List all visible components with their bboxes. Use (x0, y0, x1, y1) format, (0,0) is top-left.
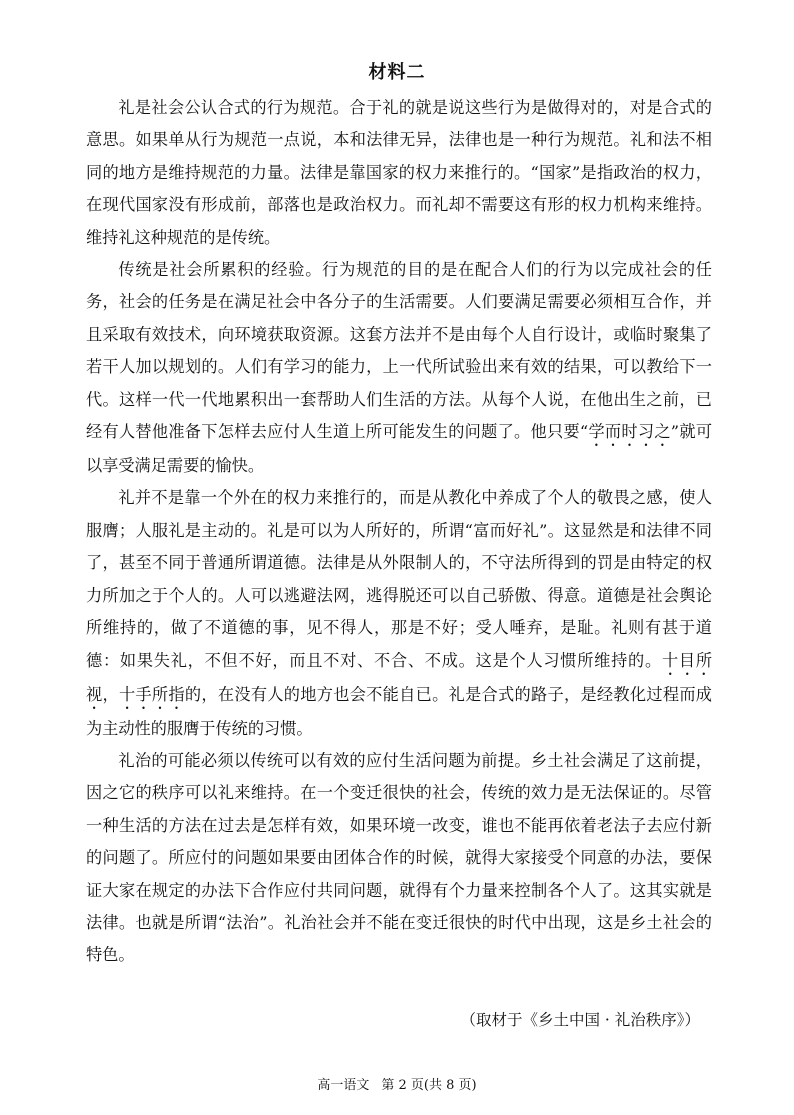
footer-subject: 高一语文 (317, 1078, 370, 1093)
source-citation: （取材于《乡土中国 · 礼治秩序》） (460, 1011, 700, 1029)
paragraph-text: 礼治的可能必须以传统可以有效的应付生活问题为前提。乡土社会满足了这前提，因之它的秩序可以礼来维持。在一个变迁很快的社会，传统的效力是无法保证的。尽管一种生活的方法在过去是怎样有效，如果环境一改变，谁也不能再依着老法子去应付新的问题了。所应付的问题如果要由团体合作的时候，就得大家接受个同意的办法，要保证大家在规定的办法下合作应付共同问题，就得有个力量来控制各个人了。这其实就是法律。也就是所谓“法治”。礼治社会并不能在变迁很快的时代中出现，这是乡土社会的特色。 (86, 750, 712, 965)
paragraph-1 (86, 92, 712, 254)
section-title: 材料二 (368, 62, 426, 83)
footer-page-number: 第 2 页(共 8 页) (381, 1078, 477, 1093)
article-body (86, 92, 712, 972)
paragraph-text: 礼是社会公认合式的行为规范。合于礼的就是说这些行为是做得对的，对是合式的意思。如果单从行为规范一点说，本和法律无异，法律也是一种行为规范。礼和法不相同的地方是维持规范的力量。法律是靠国家的权力来推行的。“国家”是指政治的权力，在现代国家没有形成前，部落也是政治权力。而礼却不需要这有形的权力机构来维持。维持礼这种规范的是传统。 (86, 98, 712, 247)
paragraph-text: 传统是社会所累积的经验。行为规范的目的是在配合人们的行为以完成社会的任务，社会的任务是在满足社会中各分子的生活需要。人们要满足需要必须相互合作，并且采取有效技术，向环境获取资源。这套方法并不是由每个人自行设计，或临时聚集了若干人加以规划的。人们有学习的能力，上一代所试验出来有效的结果，可以教给下一代。这样一代一代地累积出一套帮助人们生活的方法。从每个人说，在他出生之前，已经有人替他准备下怎样去应付人生道上所可能发生的问题了。他只要“ (86, 260, 712, 442)
emphasized-quote: 十目所视，十手所指 (86, 650, 713, 704)
emphasized-quote: 学而时习之 (588, 422, 671, 442)
paragraph-4 (86, 745, 712, 972)
page-footer (0, 1074, 794, 1093)
paragraph-3 (86, 482, 712, 744)
paragraph-2 (86, 254, 712, 482)
paragraph-text: ”就可以享受满足需要的愉快。 (86, 422, 713, 476)
paragraph-text: 的，在没有人的地方也会不能自已。礼是合式的路子，是经教化过程而成为主动性的服膺于传统的习惯。 (86, 684, 712, 738)
paragraph-text: 礼并不是靠一个外在的权力来推行的，而是从教化中养成了个人的敬畏之感，使人服膺；人服礼是主动的。礼是可以为人所好的，所谓“富而好礼”。这显然是和法律不同了，甚至不同于普通所谓道德。法律是从外限制人的，不守法所得到的罚是由特定的权力所加之于个人的。人可以逃避法网，逃得脱还可以自己骄傲、得意。道德是社会舆论所维持的，做了不道德的事，见不得人，那是不好；受人唾弃，是耻。礼则有甚于道德：如果失礼，不但不好，而且不对、不合、不成。这是个人习惯所维持的。 (86, 488, 712, 670)
